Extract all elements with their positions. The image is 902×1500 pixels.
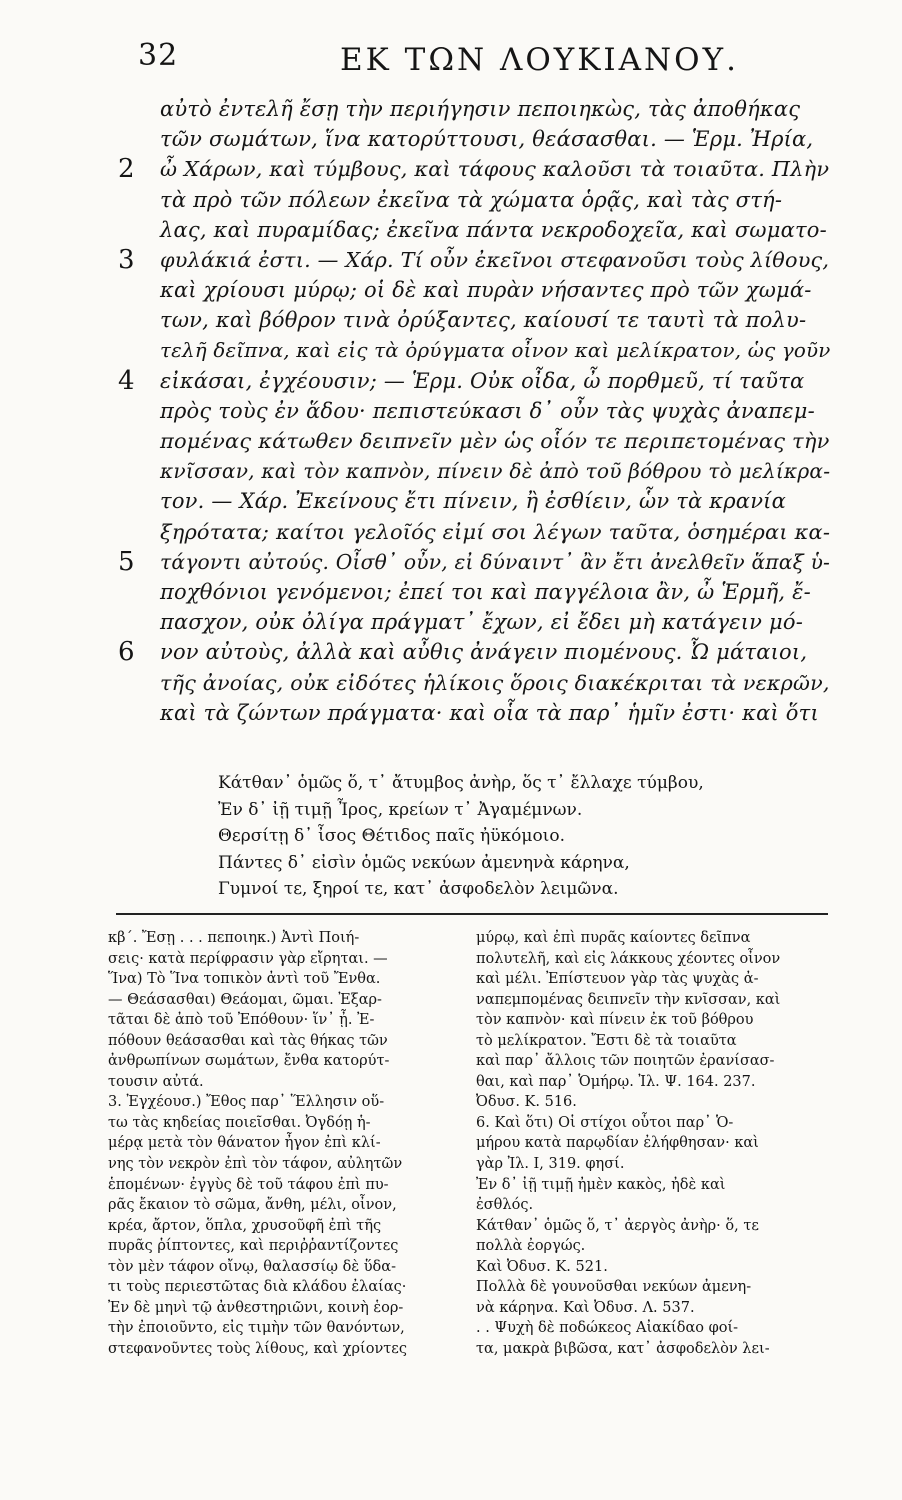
footnote-line: πόθουν θεάσασθαι καὶ τὰς θήκας τῶν [108, 1032, 388, 1049]
footnotes-left-column [108, 928, 453, 1359]
verse-line: Κάτθαν᾽ ὁμῶς ὅ, τ᾽ ἄτυμβος ἀνὴρ, ὅς τ᾽ ἔλλαχε τύμβου, [218, 773, 704, 793]
line-text: λας, καὶ πυραμίδας; ἐκεῖνα πάντα νεκροδοχεῖα, καὶ σωματο- [160, 217, 827, 242]
footnote-line: Ἐν δ᾽ ἰῇ τιμῇ ἠμὲν κακὸς, ἠδὲ καὶ [476, 1176, 726, 1193]
footnote-rule [116, 913, 828, 915]
line-text: πομένας κάτωθεν δειπνεῖν μὲν ὡς οἷόν τε περιπετομένας τὴν [160, 429, 830, 454]
footnote-line: τουσιν αὐτά. [108, 1073, 204, 1090]
footnote-line: σεις· κατὰ περίφρασιν γὰρ εἴρηται. — [108, 950, 388, 967]
line-text: πρὸς τοὺς ἐν ἅδου· πεπιστεύκασι δ᾽ οὖν τὰς ψυχὰς ἀναπεμ- [160, 398, 815, 423]
line-text: ὦ Χάρων, καὶ τύμβους, καὶ τάφους καλοῦσι τὰ τοιαῦτα. Πλὴν [160, 157, 830, 182]
footnote-line: γὰρ Ἰλ. Ι, 319. φησί. [476, 1156, 625, 1173]
footnote-line: νης τὸν νεκρὸν ἐπὶ τὸν τάφον, αὐλητῶν [108, 1156, 403, 1173]
line-text: τάγοντι αὐτούς. Οἶσθ᾽ οὖν, εἰ δύναιντ᾽ ἂν ἔτι ἀνελθεῖν ἅπαξ ὑ- [160, 549, 831, 574]
section-number: 3 [118, 244, 135, 275]
footnote-line: τω τὰς κηδείας ποιεῖσθαι. Ὀγδόῃ ἡ- [108, 1114, 371, 1131]
footnote-line: ἐσθλός. [476, 1197, 534, 1214]
text-line [160, 607, 830, 637]
line-text: αὐτὸ ἐντελῆ ἔσῃ τὴν περιήγησιν πεποιηκὼς, τὰς ἀποθήκας [160, 97, 801, 121]
verse-line: Γυμνοί τε, ξηροί τε, κατ᾽ ἀσφοδελὸν λειμῶνα. [218, 879, 619, 899]
footnote-line: Κάτθαν᾽ ὁμῶς ὅ, τ᾽ ἀεργὸς ἀνὴρ· ὅ, τε [476, 1217, 759, 1234]
text-line [160, 396, 830, 426]
line-text: καὶ χρίουσι μύρῳ; οἱ δὲ καὶ πυρὰν νήσαντες πρὸ τῶν χωμά- [160, 278, 812, 303]
footnote-line: ρᾶς ἔκαιον τὸ σῶμα, ἄνθη, μέλι, οἶνον, [108, 1197, 397, 1214]
text-line [160, 305, 830, 335]
footnote-line: Ἵνα) Τὸ Ἵνα τοπικὸν ἀντὶ τοῦ Ἔνθα. [108, 971, 381, 988]
text-line [160, 336, 830, 366]
footnote-line: μέρᾳ μετὰ τὸν θάνατον ἦγον ἐπὶ κλί- [108, 1135, 381, 1152]
footnote-line: Πολλὰ δὲ γουνοῦσθαι νεκύων ἀμενη- [476, 1279, 752, 1296]
line-text: ξηρότατα; καίτοι γελοῖός εἰμί σοι λέγων ταῦτα, ὁσημέραι κα- [160, 519, 831, 544]
section-number: 5 [118, 546, 135, 577]
footnote-line: τὴν ἐποιοῦντο, εἰς τιμὴν τῶν θανόντων, [108, 1320, 405, 1337]
footnote-line: τὸν καπνὸν· καὶ πίνειν ἐκ τοῦ βόθρου [476, 1012, 754, 1029]
footnote-line: θαι, καὶ παρ᾽ Ὁμήρῳ. Ἰλ. Ψ. 164. 237. [476, 1073, 756, 1090]
text-line [160, 94, 830, 124]
footnote-line: καὶ μέλι. Ἐπίστευον γὰρ τὰς ψυχὰς ἀ- [476, 971, 759, 988]
footnote-line: νὰ κάρηνα. Καὶ Ὀδυσ. Λ. 537. [476, 1299, 695, 1316]
running-title: ΕΚ ΤΩΝ ΛΟΥΚΙΑΝΟΥ. [340, 42, 739, 78]
footnote-line: τα, μακρὰ βιβῶσα, κατ᾽ ἀσφοδελὸν λει- [476, 1340, 770, 1357]
line-text: ποχθόνιοι γενόμενοι; ἐπεί τοι καὶ παγγέλοια ἂν, ὦ Ἑρμῆ, ἔ- [160, 580, 811, 604]
text-line [118, 244, 830, 275]
line-text: τῶν σωμάτων, ἵνα κατορύττουσι, θεάσασθαι. — Ἑρμ. Ἠρία, [160, 127, 814, 152]
section-number: 4 [118, 365, 135, 396]
page-number: 32 [138, 38, 179, 73]
verse-line: Ἐν δ᾽ ἰῇ τιμῇ Ἶρος, κρείων τ᾽ Ἀγαμέμνων. [218, 799, 583, 820]
text-line [160, 275, 830, 305]
line-text: τον. — Χάρ. Ἐκείνους ἔτι πίνειν, ἢ ἐσθίειν, ὧν τὰ κρανία [160, 489, 786, 514]
footnote-line: Καὶ Ὀδυσ. Κ. 521. [476, 1258, 608, 1275]
text-line [160, 668, 830, 698]
footnote-line: 3. Ἐγχέουσ.) Ἔθος παρ᾽ Ἕλλησιν οὕ- [108, 1094, 385, 1111]
footnote-line: ἑπομένων· ἐγγὺς δὲ τοῦ τάφου ἐπὶ πυ- [108, 1176, 389, 1193]
footnote-line: πολυτελῆ, καὶ εἰς λάκκους χέοντες οἶνον [476, 950, 781, 967]
footnote-line: Ὀδυσ. Κ. 516. [476, 1094, 577, 1111]
line-text: τὰ πρὸ τῶν πόλεων ἐκεῖνα τὰ χώματα ὁρᾷς, καὶ τὰς στή- [160, 187, 783, 212]
text-line [160, 486, 830, 516]
footnote-line: τᾶται δὲ ἀπὸ τοῦ Ἐπόθουν· ἵν᾽ ᾖ. Ἐ- [108, 1012, 375, 1029]
verse-line: Πάντες δ᾽ εἰσὶν ὁμῶς νεκύων ἀμενηνὰ κάρηνα, [218, 852, 630, 873]
footnotes-right-column [476, 928, 831, 1359]
text-line [160, 698, 830, 728]
text-line [118, 637, 830, 668]
text-line [160, 124, 830, 154]
section-number: 6 [118, 637, 135, 668]
footnote-line: ναπεμπομένας δειπνεῖν τὴν κνῖσσαν, καὶ [476, 991, 781, 1008]
footnote-line: μήρου κατὰ παρῳδίαν ἐλήφθησαν· καὶ [476, 1135, 759, 1152]
main-text [118, 94, 831, 728]
footnote-line: Ἐν δὲ μηνὶ τῷ ἀνθεστηριῶνι, κοινὴ ἑορ- [108, 1299, 404, 1316]
text-line [118, 546, 831, 577]
text-line [160, 426, 830, 456]
footnote-line: μύρῳ, καὶ ἐπὶ πυρᾶς καίοντες δεῖπνα [476, 930, 751, 946]
text-line [160, 215, 830, 245]
footnote-line: πολλὰ ἐοργώς. [476, 1238, 586, 1255]
text-line [118, 154, 830, 185]
section-number: 2 [118, 154, 135, 185]
text-line [160, 185, 830, 215]
line-text: καὶ τὰ ζώντων πράγματα· καὶ οἷα τὰ παρ᾽ ἡμῖν ἐστι· καὶ ὅτι [160, 700, 819, 725]
verse-quotation [218, 770, 778, 903]
footnote-line: ἀνθρωπίνων σωμάτων, ἔνθα κατορύτ- [108, 1053, 390, 1070]
footnote-line: τὸ μελίκρατον. Ἔστι δὲ τὰ τοιαῦτα [476, 1032, 737, 1049]
footnote-line: . . Ψυχὴ δὲ ποδώκεος Αἰακίδαο φοί- [476, 1320, 739, 1337]
footnote-line: καὶ παρ᾽ ἄλλοις τῶν ποιητῶν ἐρανίσασ- [476, 1053, 775, 1070]
line-text: κνῖσσαν, καὶ τὸν καπνὸν, πίνειν δὲ ἀπὸ τοῦ βόθρου τὸ μελίκρα- [160, 459, 831, 484]
line-text: εἰκάσαι, ἐγχέουσιν; — Ἑρμ. Οὐκ οἶδα, ὦ πορθμεῦ, τί ταῦτα [160, 368, 805, 393]
footnote-line: τὸν μὲν τάφον οἴνῳ, θαλασσίῳ δὲ ὕδα- [108, 1258, 396, 1275]
line-text: φυλάκιά ἐστι. — Χάρ. Τί οὖν ἐκεῖνοι στεφανοῦσι τοὺς λίθους, [160, 247, 830, 272]
footnote-line: στεφανοῦντες τοὺς λίθους, καὶ χρίοντες [108, 1340, 407, 1357]
footnote-line: τι τοὺς περιεστῶτας διὰ κλάδου ἐλαίας· [108, 1279, 407, 1296]
line-text: των, καὶ βόθρον τινὰ ὀρύξαντες, καίουσί τε ταυτὶ τὰ πολυ- [160, 308, 807, 333]
text-line [160, 577, 830, 607]
line-text: τελῆ δεῖπνα, καὶ εἰς τὰ ὀρύγματα οἶνον καὶ μελίκρατον, ὡς γοῦν [160, 338, 831, 362]
text-line [160, 456, 830, 486]
footnote-line: πυρᾶς ῥίπτοντες, καὶ περιῤῥαντίζοντες [108, 1238, 399, 1255]
text-line [118, 365, 830, 396]
line-text: τῆς ἀνοίας, οὐκ εἰδότες ἡλίκοις ὅροις διακέκριται τὰ νεκρῶν, [160, 670, 830, 695]
line-text: πασχον, οὐκ ὀλίγα πράγματ᾽ ἔχων, εἰ ἔδει μὴ κατάγειν μό- [160, 610, 803, 635]
footnote-line: κρέα, ἄρτον, ὅπλα, χρυσοῦφῆ ἐπὶ τῆς [108, 1217, 382, 1234]
footnote-line: 6. Καὶ ὅτι) Οἱ στίχοι οὗτοι παρ᾽ Ὁ- [476, 1114, 734, 1131]
verse-line: Θερσίτῃ δ᾽ ἶσος Θέτιδος παῖς ἠϋκόμοιο. [218, 826, 565, 846]
footnote-line: κβ΄. Ἔσῃ . . . πεποιηκ.) Ἀντὶ Ποιή- [108, 930, 360, 946]
footnote-line: — Θεάσασθαι) Θεάομαι, ῶμαι. Ἐξαρ- [108, 991, 382, 1008]
text-line [160, 517, 830, 547]
line-text: νον αὐτοὺς, ἀλλὰ καὶ αὖθις ἀνάγειν πιομένους. Ὦ μάταιοι, [160, 640, 808, 665]
